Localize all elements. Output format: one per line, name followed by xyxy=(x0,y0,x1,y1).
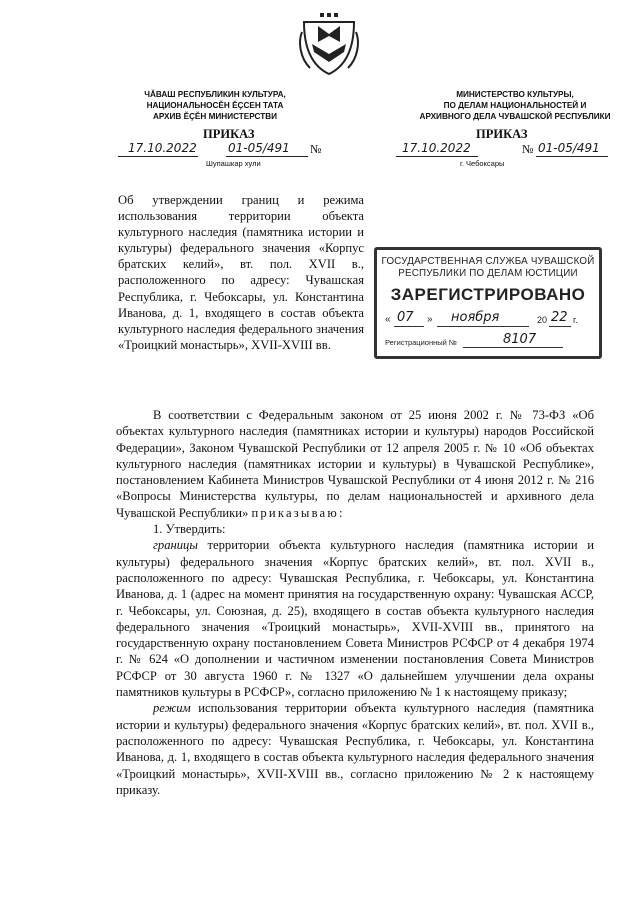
coat-of-arms-emblem xyxy=(298,12,360,78)
preamble-text: В соответствии с Федеральным законом от 25 июня 2002 г. № 73-ФЗ «Об объектах культурного наследия (памятниках истории и культуры) народов Российской Федерации», Законом Чувашской Республики от 12 апреля 2005 г. № 10 «Об объектах культурного наследия (памятниках истории и культуры) в Чувашской Республике», постановлением Кабинета Министров Чувашской Республики от 4 июня 2012 г. № 216 «Вопросы Министерства культуры, по делам национальностей и архивного дела Чувашской Республики» xyxy=(116,408,594,520)
stamp-reg-number: 8107 xyxy=(503,332,537,347)
stamp-day-underline xyxy=(394,326,424,327)
date-underline xyxy=(118,156,198,157)
stamp-month-underline xyxy=(437,326,529,327)
stamp-year-suffix: г. xyxy=(573,315,578,325)
header-line: ЧĂВАШ РЕСПУБЛИКИН КУЛЬТУРА, xyxy=(144,90,286,99)
body-paragraph-regime xyxy=(116,700,594,798)
stamp-month: ноября xyxy=(451,310,500,325)
order-title-right: ПРИКАЗ xyxy=(476,127,528,141)
stamp-agency xyxy=(377,256,599,280)
number-sign-right: № xyxy=(522,142,534,156)
body-paragraph-preamble xyxy=(116,407,594,521)
order-number-right: 01-05/491 xyxy=(538,141,600,155)
boundaries-word: границы xyxy=(153,538,198,553)
stamp-year: 22 xyxy=(551,310,568,325)
boundaries-text: территории объекта культурного наследия (памятника истории и культуры) федерального значения «Корпус братских келий», вт. пол. XVII в., расположенного по адресу: Чувашская Республика, г. Чебоксары, ул. Константина Иванова, д. 1 (адрес на момент принятия на государственную охрану: Чувашская АССР, г. Чебоксары, ул. Союзная, д. 25), входящего в состав объекта культурного наследия федерального значения «Троицкий монастырь», XVII-XVIII вв., принятого на государственную охрану постановлением Совета Министров РСФСР от 4 декабря 1974 г. № 624 «О дополнении и частичном изменении постановления Совета Министров РСФСР от 30 августа 1960 г. № 1327 «О дальнейшем улучшении дела охраны памятников культуры в РСФСР», согласно приложению № 1 к настоящему приказу; xyxy=(116,538,594,700)
registration-stamp xyxy=(374,247,602,359)
order-subject: Об утверждении границ и режима использования территории объекта культурного наследия (памятника истории и культуры) федерального значения «Корпус братских келий», вт. пол. XVII в., расположенного по адресу: Чувашская Республика, г. Чебоксары, ул. Константина Иванова, д. 1, входящего в состав объекта культурного наследия федерального значения «Троицкий монастырь», XVII-XVIII вв. xyxy=(118,193,364,352)
stamp-year-underline xyxy=(549,326,571,327)
stamp-agency-line: ГОСУДАРСТВЕННАЯ СЛУЖБА ЧУВАШСКОЙ xyxy=(381,256,595,267)
number-underline xyxy=(536,156,608,157)
city-left: Шупашкар хули xyxy=(206,159,261,168)
stamp-quote-close: » xyxy=(427,314,433,325)
header-line: АРХИВ ĔÇĔН МИНИСТЕРСТВИ xyxy=(152,112,278,121)
orders-word: приказываю: xyxy=(251,505,345,520)
order-body xyxy=(116,407,594,798)
order-title-left: ПРИКАЗ xyxy=(203,127,255,141)
header-line: ПО ДЕЛАМ НАЦИОНАЛЬНОСТЕЙ И xyxy=(443,101,587,110)
header-line: НАЦИОНАЛЬНОСĔН ĔÇСЕН ТАТА xyxy=(146,101,284,110)
ministry-header-russian xyxy=(395,89,635,122)
order-date-right: 17.10.2022 xyxy=(402,141,471,155)
stamp-date-row xyxy=(385,312,591,332)
stamp-title: ЗАРЕГИСТРИРОВАНО xyxy=(390,285,586,304)
body-paragraph-boundaries xyxy=(116,537,594,700)
stamp-day: 07 xyxy=(397,310,414,325)
date-underline xyxy=(396,156,478,157)
regime-word: режим xyxy=(153,701,191,716)
stamp-reg-label: Регистрационный № xyxy=(385,338,457,347)
body-paragraph-approve: 1. Утвердить: xyxy=(153,522,226,537)
header-line: МИНИСТЕРСТВО КУЛЬТУРЫ, xyxy=(456,90,574,99)
ministry-header-chuvash xyxy=(100,89,330,122)
order-number-left: 01-05/491 xyxy=(228,141,290,155)
stamp-reg-row xyxy=(385,332,591,347)
header-line: АРХИВНОГО ДЕЛА ЧУВАШСКОЙ РЕСПУБЛИКИ xyxy=(419,112,611,121)
stamp-reg-underline xyxy=(463,347,563,348)
stamp-agency-line: РЕСПУБЛИКИ ПО ДЕЛАМ ЮСТИЦИИ xyxy=(398,268,578,279)
stamp-quote-open: « xyxy=(385,314,391,325)
number-sign-left: № xyxy=(310,142,322,156)
city-right: г. Чебоксары xyxy=(460,159,505,168)
order-date-left: 17.10.2022 xyxy=(128,141,197,155)
regime-text: использования территории объекта культурного наследия (памятника истории и культуры) федерального значения «Корпус братских келий», вт. пол. XVII в., расположенного по адресу: Чувашская Республика, г. Чебоксары, ул. Константина Иванова, д. 1, входящего в состав объекта культурного наследия федерального значения «Троицкий монастырь», XVII-XVIII вв., согласно приложению № 2 к настоящему приказу. xyxy=(116,701,594,797)
number-underline xyxy=(226,156,308,157)
stamp-year-prefix: 20 xyxy=(537,315,548,325)
